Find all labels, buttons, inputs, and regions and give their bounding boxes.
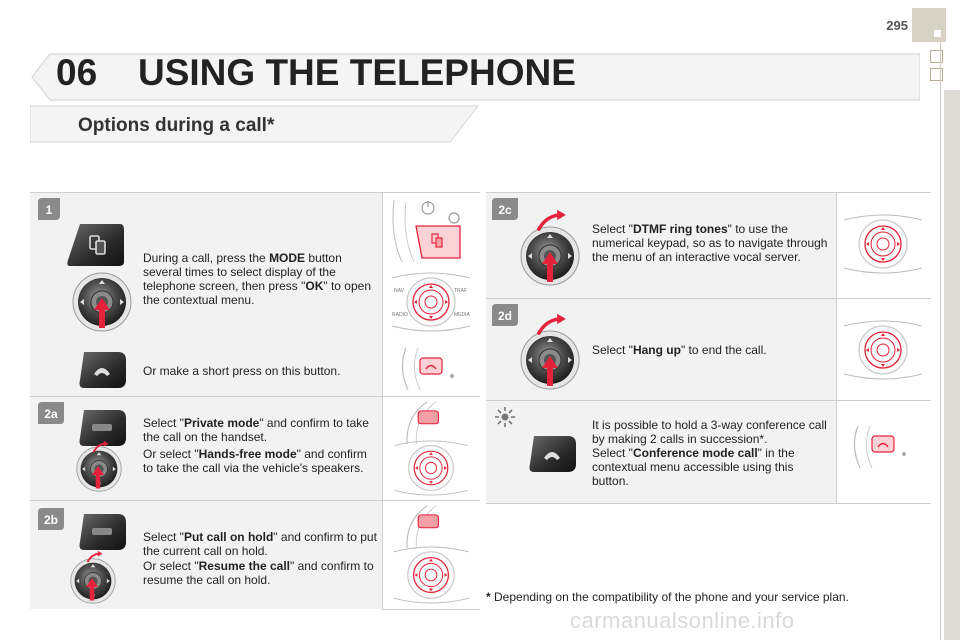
steering-phone-button-diagram (848, 424, 918, 470)
dashboard-mode-button-diagram (388, 196, 474, 266)
press-arrow-icon (92, 466, 104, 490)
phone-button-icon (528, 434, 578, 474)
lightbulb-icon (494, 406, 516, 428)
press-arrow-icon (86, 578, 98, 602)
press-arrow-icon (542, 252, 558, 284)
mode-key-label: MODE (269, 251, 306, 265)
control-dial-diagram (840, 320, 926, 380)
step-badge-2d (492, 304, 518, 326)
steering-button-diagram (392, 398, 472, 444)
step-2b-instruction: Select "Put call on hold" and confirm to put the current call on hold. (143, 530, 377, 558)
chapter-number: 06 (56, 52, 98, 93)
nav-square-bottom[interactable] (930, 68, 943, 81)
watermark: carmanualsonline.info (570, 608, 795, 633)
step-badge-2c (492, 198, 518, 220)
svg-text:2c: 2c (498, 203, 512, 217)
page-number: 295 (886, 18, 908, 33)
ok-key-label: OK (305, 279, 324, 293)
resume-the-call-label: Resume the call (198, 559, 290, 573)
conference-mode-call-label: Conference mode call (632, 446, 758, 460)
dial-label-nav: NAV (394, 288, 404, 294)
dial-label-media: MEDIA (454, 312, 470, 318)
control-dial-diagram (388, 272, 474, 332)
step-2a-alternative: Or select "Hands-free mode" and confirm to take the call via the vehicle's speakers. (143, 447, 367, 475)
control-dial-diagram (840, 214, 926, 274)
corner-dot (934, 30, 941, 37)
svg-text:2b: 2b (43, 513, 59, 527)
hands-free-mode-label: Hands-free mode (198, 447, 297, 461)
step-2d-instruction: Select "Hang up" to end the call. (592, 343, 767, 357)
press-arrow-icon (542, 356, 558, 388)
step-badge-2a (38, 402, 64, 424)
dial-label-traf: TRAF (454, 288, 468, 294)
svg-text:1: 1 (45, 203, 53, 217)
step-badge-1 (38, 198, 60, 220)
tip-text-select: Select "Conference mode call" in the contextual menu accessible using this button. (592, 446, 795, 488)
nav-square-top[interactable] (930, 50, 943, 63)
phone-button-icon (78, 350, 128, 390)
svg-text:2d: 2d (497, 309, 513, 323)
dtmf-ring-tones-label: DTMF ring tones (632, 222, 728, 236)
control-dial-diagram (388, 440, 474, 496)
step-2c-instruction: Select "DTMF ring tones" to use the numerical keypad, so as to navigate through the menu of an interactive vocal server. (592, 222, 828, 264)
step-1-alternative: Or make a short press on this button. (143, 364, 341, 378)
put-call-on-hold-label: Put call on hold (183, 530, 274, 544)
hang-up-label: Hang up (632, 343, 681, 357)
rotate-arrow-icon (80, 550, 110, 564)
mode-button-icon (66, 222, 126, 268)
rotate-arrow-icon (86, 440, 116, 454)
right-margin-line (940, 42, 941, 640)
press-arrow-icon (94, 298, 110, 330)
page-corner-tab (912, 8, 946, 42)
right-margin-bar (944, 90, 960, 640)
control-dial-diagram (388, 546, 474, 604)
private-mode-label: Private mode (183, 416, 260, 430)
step-2a-instruction: Select "Private mode" and confirm to take the call on the handset. (143, 416, 369, 444)
section-title: Options during a call* (78, 115, 275, 136)
lower-button-icon (78, 512, 128, 552)
steering-phone-button-diagram (396, 346, 466, 392)
rotate-arrow-icon (534, 208, 570, 234)
step-1-instruction: During a call, press the MODE button several times to select display of the telephone screen, then press "OK" to open the contextual menu. (143, 251, 372, 307)
step-badge-2b (38, 508, 64, 530)
step-2b-alternative: Or select "Resume the call" and confirm to resume the call on hold. (143, 559, 374, 587)
svg-text:2a: 2a (44, 407, 58, 421)
tip-text-conference: It is possible to hold a 3-way conference call by making 2 calls in succession*. (592, 418, 827, 446)
dial-label-radio: RADIO (392, 312, 408, 318)
steering-button-diagram (392, 502, 472, 548)
footnote: * Depending on the compatibility of the phone and your service plan. (486, 590, 849, 604)
rotate-arrow-icon (534, 312, 570, 338)
chapter-title: USING THE TELEPHONE (138, 52, 576, 93)
